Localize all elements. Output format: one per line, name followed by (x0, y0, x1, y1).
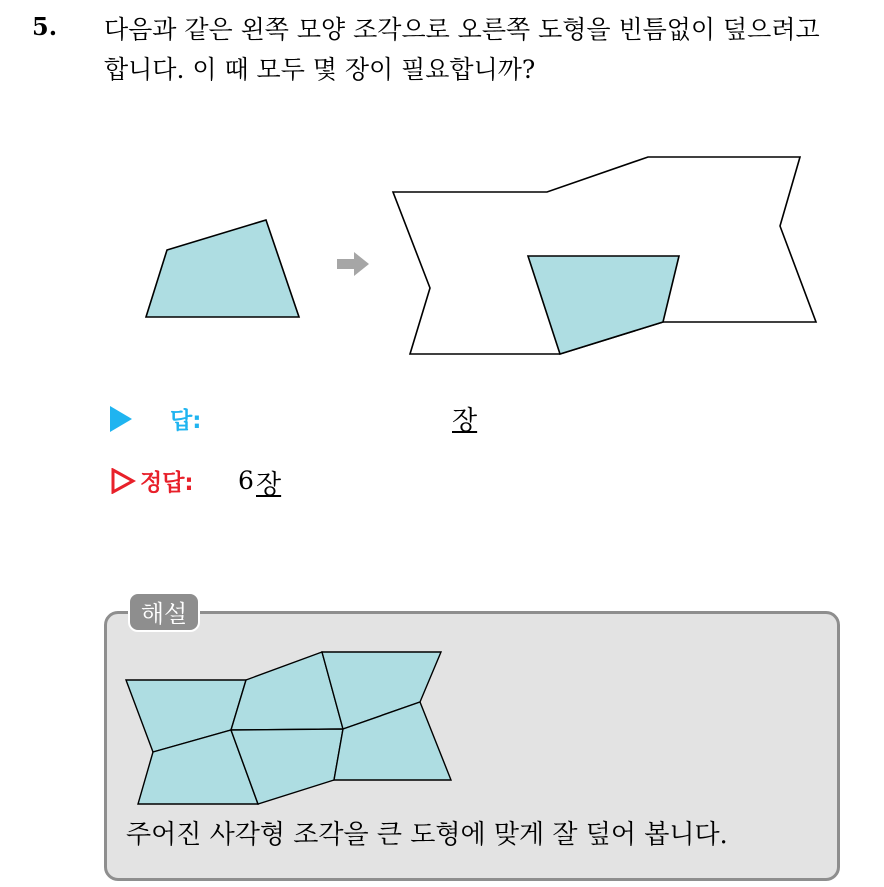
correct-answer-value: 6 (238, 466, 254, 495)
answer-unit: 장 (452, 406, 478, 436)
tile-piece (146, 220, 299, 317)
problem-figure (0, 140, 884, 370)
question-text-line-1: 다음과 같은 왼쪽 모양 조각으로 오른쪽 도형을 빈틈없이 덮으려고 (104, 15, 820, 44)
question-text-line-2: 합니다. 이 때 모두 몇 장이 필요합니까? (104, 55, 536, 84)
correct-answer-unit: 장 (256, 470, 282, 500)
explanation-text: 주어진 사각형 조각을 큰 도형에 맞게 잘 덮어 봅니다. (126, 820, 728, 850)
question-number: 5. (32, 12, 58, 41)
explanation-figure (0, 640, 884, 810)
answer-label: 답: (170, 408, 202, 434)
explanation-tab: 해설 (128, 592, 200, 632)
question-text (104, 10, 874, 90)
answer-marker-icon (110, 406, 132, 432)
correct-marker-icon (110, 468, 136, 494)
correct-answer-label: 정답: (140, 470, 194, 496)
arrow-icon (337, 252, 369, 276)
